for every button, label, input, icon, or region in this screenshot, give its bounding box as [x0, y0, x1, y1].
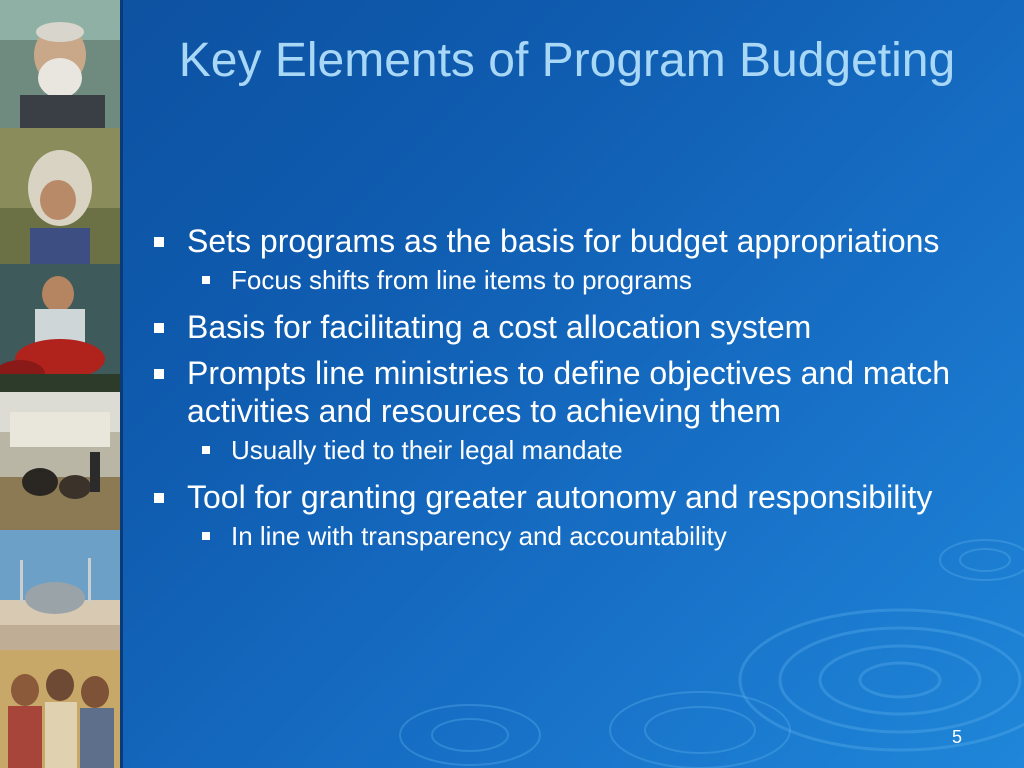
woman-headscarf-photo [0, 128, 121, 264]
women-group-photo [0, 650, 121, 768]
square-bullet-icon [202, 446, 210, 454]
page-number: 5 [951, 727, 962, 747]
square-bullet-icon [202, 532, 210, 540]
square-bullet-icon [154, 237, 164, 247]
man-with-peppers-photo [0, 264, 121, 392]
bullet-item [150, 478, 980, 516]
bullet-text: Basis for facilitating a cost allocation system [187, 309, 812, 345]
square-bullet-icon [154, 369, 164, 379]
bullet-text: Sets programs as the basis for budget appropriations [187, 223, 940, 259]
sub-bullet-item [150, 264, 980, 296]
bullet-item [150, 354, 980, 430]
photo-strip [0, 0, 121, 768]
bullet-text: Prompts line ministries to define objectives and match activities and resources to achieving them [187, 355, 951, 429]
mosque-city-photo [0, 530, 121, 650]
bullet-list [150, 222, 980, 564]
bullet-item [150, 222, 980, 260]
square-bullet-icon [154, 323, 164, 333]
village-cattle-photo [0, 392, 121, 530]
square-bullet-icon [154, 493, 164, 503]
sub-bullet-text: In line with transparency and accountability [231, 521, 727, 551]
sub-bullet-text: Usually tied to their legal mandate [231, 435, 623, 465]
elderly-man-photo [0, 0, 121, 128]
sub-bullet-text: Focus shifts from line items to programs [231, 265, 692, 295]
photo-strip-divider [120, 0, 123, 768]
slide-title: Key Elements of Program Budgeting [178, 34, 956, 87]
bullet-item [150, 308, 980, 346]
sub-bullet-item [150, 434, 980, 466]
sub-bullet-item [150, 520, 980, 552]
bullet-text: Tool for granting greater autonomy and responsibility [187, 479, 933, 515]
square-bullet-icon [202, 276, 210, 284]
